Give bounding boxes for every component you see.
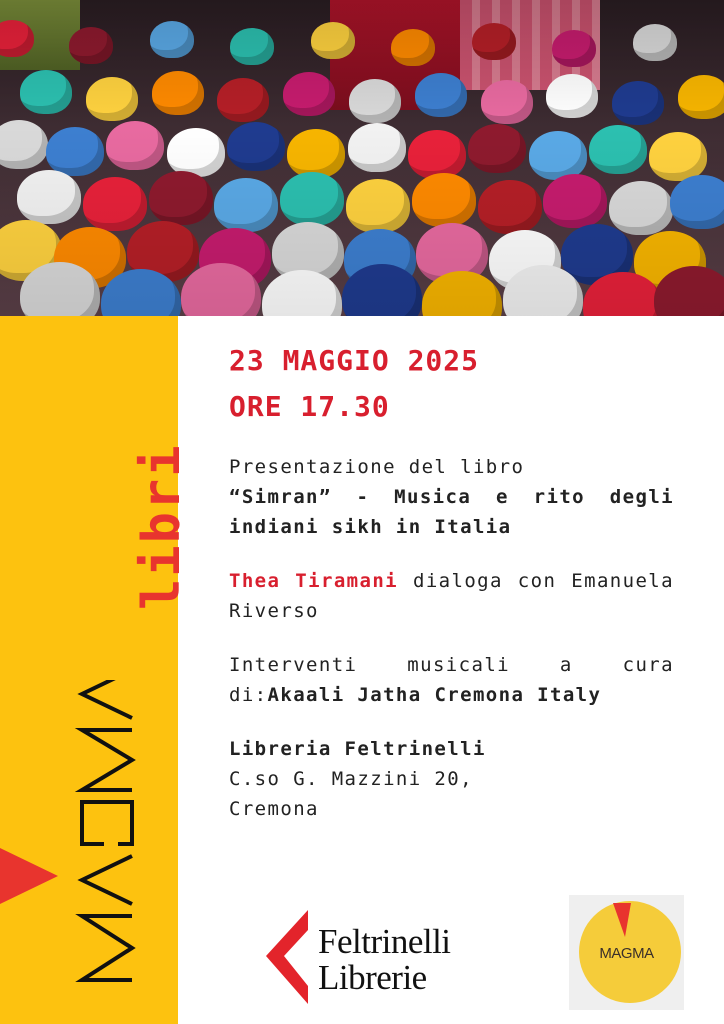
event-time: ORE 17.30 (229, 390, 390, 423)
music-prefix: Interventi musicali a cura di: (229, 654, 674, 706)
book-intro: Presentazione del libro (229, 456, 525, 478)
magma-circle-logo (569, 895, 684, 1010)
speakers-connector: dialoga con Emanuela Riverso (229, 570, 674, 622)
feltrinelli-f-icon (258, 908, 316, 1008)
book-title: “Simran” - Musica e rito degli indiani sikh in Italia (229, 486, 674, 538)
speakers-line (229, 566, 674, 626)
magma-vertical-logo (0, 680, 140, 990)
event-details (229, 338, 674, 824)
feltrinelli-name: Feltrinelli (318, 922, 451, 961)
vertical-libri-text: libri (132, 443, 192, 610)
crowd-photo (0, 0, 724, 316)
venue-address: C.so G. Mazzini 20, (229, 768, 473, 790)
music-performers: Akaali Jatha Cremona Italy (267, 684, 602, 706)
photo-shade (0, 0, 724, 316)
venue-name: Libreria Feltrinelli (229, 738, 486, 760)
music-line (229, 650, 674, 710)
feltrinelli-logo (258, 908, 488, 1008)
host-name: Thea Tiramani (229, 570, 399, 592)
feltrinelli-subtitle: Librerie (318, 958, 427, 997)
venue-city: Cremona (229, 798, 319, 820)
event-date: 23 MAGGIO 2025 (229, 344, 480, 377)
magma-red-triangle (0, 848, 58, 904)
magma-circle-text: MAGMA (599, 945, 654, 962)
